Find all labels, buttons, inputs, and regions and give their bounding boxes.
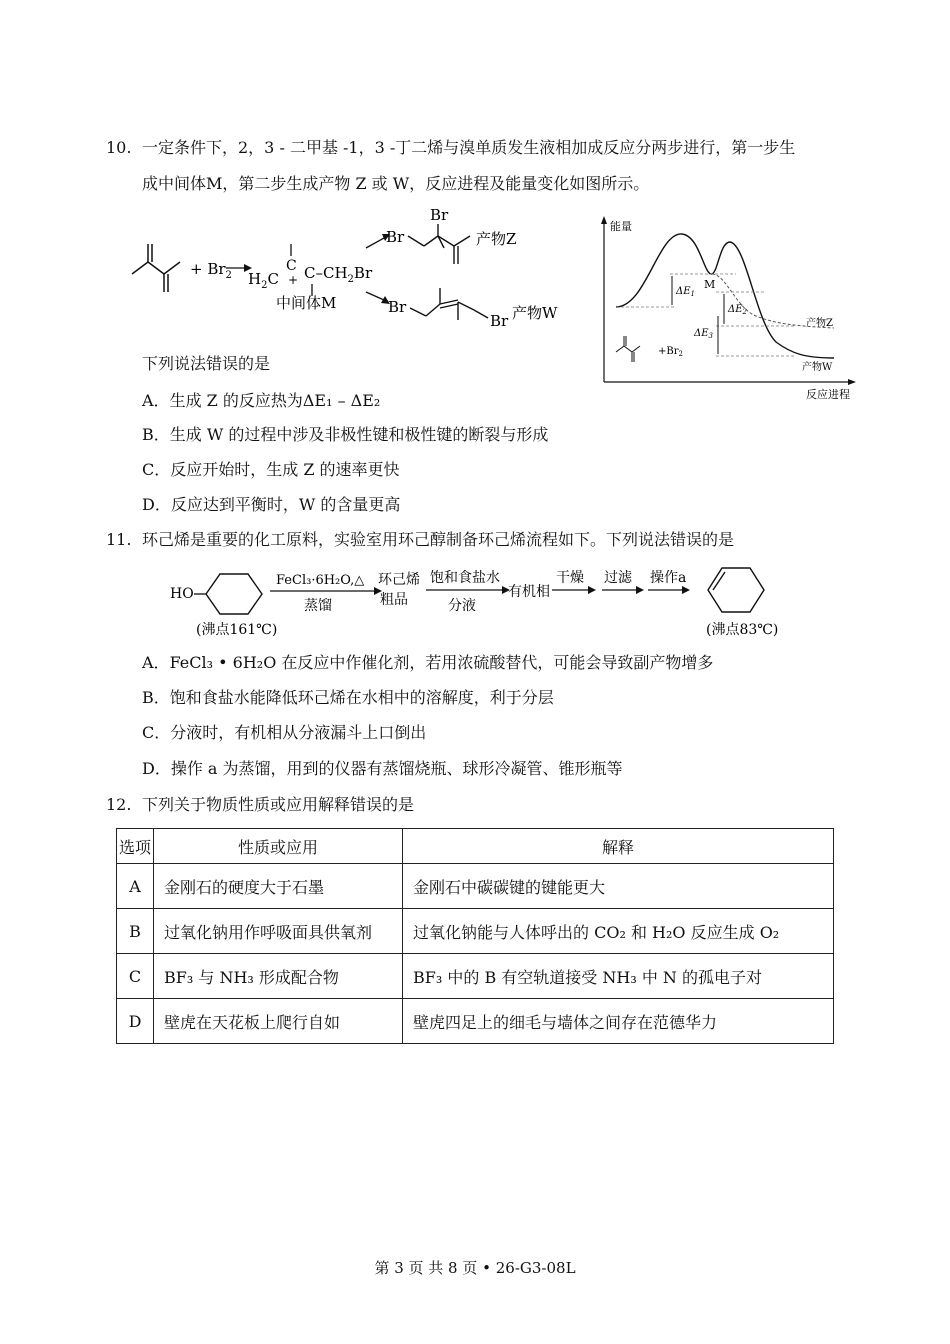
q12-table [116,828,834,1044]
header-property: 性质或应用 [154,829,403,864]
header-option: 选项 [117,829,154,864]
y-axis-label: 能量 [610,220,632,233]
row-option: D [117,999,154,1044]
q10-option-a[interactable]: A．生成 Z 的反应热为ΔE₁ – ΔE₂ [142,391,381,410]
row-option: A [117,864,154,909]
table-row [117,909,834,954]
ho-label: HO [170,586,194,602]
intermediate-label: 中间体M [276,294,337,312]
q11-option-a[interactable]: A．FeCl₃ • 6H₂O 在反应中作催化剂，若用浓硫酸替代，可能会导致副产物增多 [142,653,714,672]
q11-option-d[interactable]: D．操作 a 为蒸馏，用到的仪器有蒸馏烧瓶、球形冷凝管、锥形瓶等 [142,759,623,778]
q12-number: 12. [106,795,132,814]
row-option: B [117,909,154,954]
delta-e1: $\Delta E_1$ [676,286,695,298]
header-explanation: 解释 [403,829,834,864]
row-property: 过氧化钠用作呼吸面具供氧剂 [154,909,403,954]
reactant-structure [616,336,640,362]
row-option: C [117,954,154,999]
cyclohexene-ring [708,568,764,612]
crude-line1: 环己烯 [378,572,420,588]
step2-below-label: 分液 [448,598,476,614]
br2-text: + $Br_2$ [190,260,232,281]
q10-prompt: 下列说法错误的是 [142,354,271,373]
q11-option-b[interactable]: B．饱和食盐水能降低环己烯在水相中的溶解度，利于分层 [142,688,554,707]
delta-e2: $\Delta E_2$ [728,304,747,316]
row-explanation: 壁虎四足上的细毛与墙体之间存在范德华力 [403,999,834,1044]
energy-product-z: 产物Z [806,318,833,329]
ch2br-text: $C-CH_2Br$ [304,264,373,285]
q10-energy-diagram [596,212,864,402]
table-row [117,954,834,999]
z-br2: Br [430,206,449,224]
q10-option-c[interactable]: C．反应开始时，生成 Z 的速率更快 [142,460,400,479]
diene-structure [132,244,180,292]
q10-number: 10. [106,138,132,157]
step4-label: 过滤 [604,570,632,586]
plus-charge: + [288,273,299,287]
row-property: 金刚石的硬度大于石墨 [154,864,403,909]
product-z-structure [408,224,470,264]
q10-stem-line1: 一定条件下，2，3 - 二甲基 -1，3 -丁二烯与溴单质发生液相加成反应分两步进行，第一步生 [142,138,796,157]
curve-w [616,234,834,358]
organic-phase: 有机相 [508,584,550,600]
row-explanation: 金刚石中碳碳键的键能更大 [403,864,834,909]
delta-e3: $\Delta E_3$ [694,328,713,340]
q10-stem-line2: 成中间体M，第二步生成产物 Z 或 W，反应进程及能量变化如图所示。 [142,174,650,193]
w-br1: Br [388,298,407,316]
h2c-text: $H_2C$ [248,270,279,291]
step2-label: 饱和食盐水 [430,570,500,586]
page-footer: 第 3 页 共 8 页 • 26-G3-08L [374,1259,576,1277]
z-br1: Br [386,228,405,246]
x-axis-label: 反应进程 [806,388,850,401]
cyclohexanol-ring [206,574,262,614]
row-explanation: BF₃ 中的 B 有空轨道接受 NH₃ 中 N 的孤电子对 [403,954,834,999]
w-br2: Br [490,312,509,330]
q11-stem: 环己烯是重要的化工原料，实验室用环己醇制备环己烯流程如下。下列说法错误的是 [142,530,735,549]
row-property: 壁虎在天花板上爬行自如 [154,999,403,1044]
q10-option-b[interactable]: B．生成 W 的过程中涉及非极性键和极性键的断裂与形成 [142,425,549,444]
row-property: BF₃ 与 NH₃ 形成配合物 [154,954,403,999]
bp-left: (沸点161℃) [196,622,278,638]
m-label: M [704,278,716,291]
step1-label: 蒸馏 [304,598,332,614]
product-w-structure [410,288,488,320]
row-explanation: 过氧化钠能与人体呼出的 CO₂ 和 H₂O 反应生成 O₂ [403,909,834,954]
c-text: C [286,258,297,274]
reagent-label: FeCl₃·6H₂O,△ [276,573,365,588]
energy-product-w: 产物W [802,362,833,373]
reactant-label: $+Br_2$ [658,346,683,358]
bp-right: (沸点83℃) [706,622,779,638]
q11-number: 11. [106,530,132,549]
q11-flow-diagram [164,560,804,644]
q10-reaction-scheme [126,200,566,340]
q10-option-d[interactable]: D．反应达到平衡时，W 的含量更高 [142,495,401,514]
q11-option-c[interactable]: C．分液时，有机相从分液漏斗上口倒出 [142,723,427,742]
step5-label: 操作a [650,570,687,586]
product-w-label: 产物W [512,304,558,322]
table-header-row [117,829,834,864]
product-z-label: 产物Z [476,230,517,248]
step3-label: 干燥 [556,570,584,586]
q12-stem: 下列关于物质性质或应用解释错误的是 [142,795,415,814]
table-row [117,999,834,1044]
table-row [117,864,834,909]
crude-line2: 粗品 [380,592,408,608]
